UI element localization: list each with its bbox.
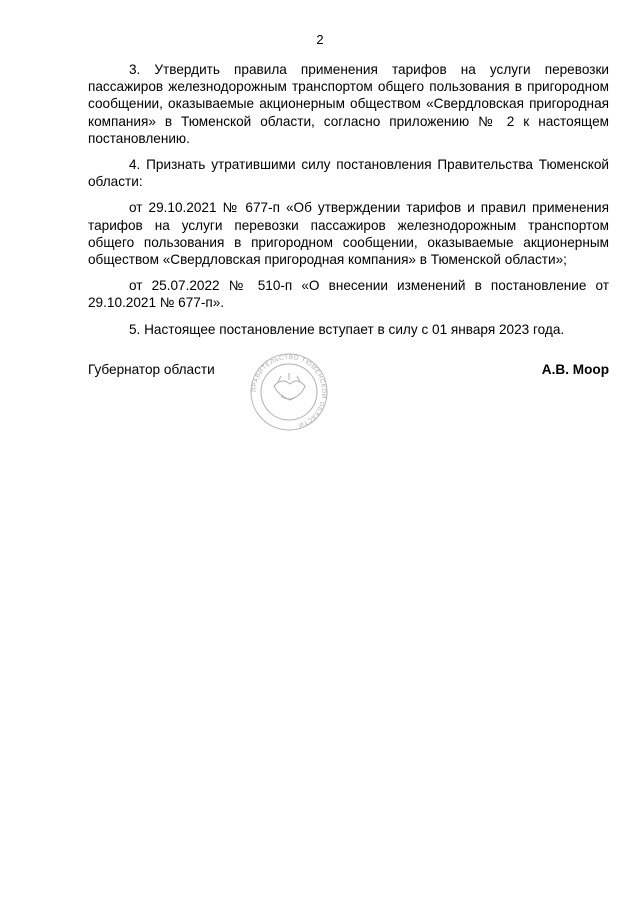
paragraph-3: 3. Утвердить правила применения тарифов на услуги перевозки пассажиров железнодорожным транспортом общего пользования в пригородном сообщении, оказываемые акционерным обществом «Свердловская пригородная компания» в Тюменской области, согласно приложению № 2 к настоящем постановлению. [88,62,609,146]
paragraph-5: 5. Настоящее постановление вступает в силу с 01 января 2023 года. [129,321,565,337]
official-seal-icon [234,352,344,432]
paragraph-4: 4. Признать утратившими силу постановления Правительства Тюменской области: [88,157,609,190]
document-body [88,61,609,347]
page-number: 2 [316,32,324,47]
signatory-name: А.В. Моор [541,362,609,377]
signatory-title: Губернатор области [88,362,215,377]
paragraph-4-item-1: от 29.10.2021 № 677-п «Об утверждении тарифов и правил применения тарифов на услуги перевозки пассажиров железнодорожным транспортом общего пользования в пригородном сообщении, оказываемые акционерным обществом «Свердловская пригородная компания» в Тюменской области»; [88,200,609,268]
signature-block [88,352,609,432]
seal-text: ПРАВИТЕЛЬСТВО ТЮМЕНСКОЙ ОБЛАСТИ [250,353,328,429]
paragraph-4-item-2: от 25.07.2022 № 510-п «О внесении изменений в постановление от 29.10.2021 № 677-п». [88,278,609,311]
